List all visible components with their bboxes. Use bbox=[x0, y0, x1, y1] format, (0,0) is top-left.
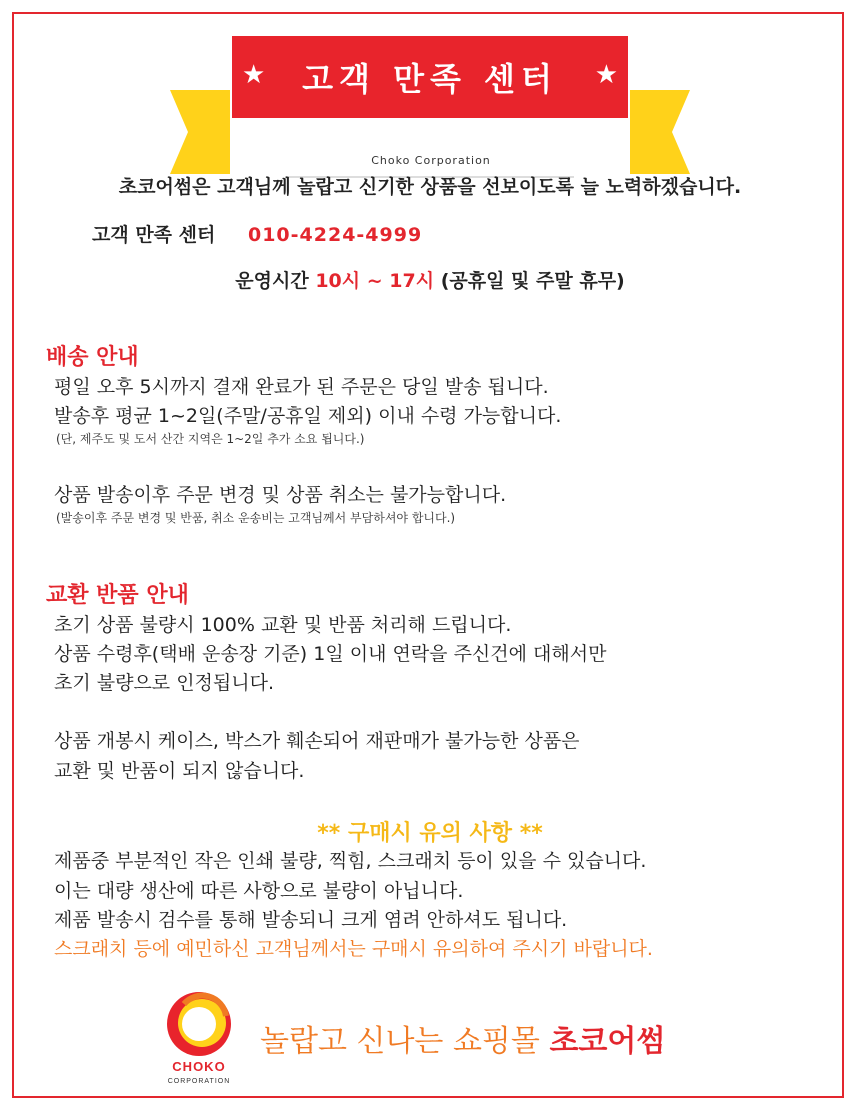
shipping-line: 발송후 평균 1~2일(주말/공휴일 제외) 이내 수령 가능합니다. bbox=[54, 405, 562, 427]
caution-line: 이는 대량 생산에 따른 사항으로 불량이 아닙니다. bbox=[54, 880, 464, 902]
banner-title: 고객 만족 센터 bbox=[302, 60, 558, 98]
exchange-line: 교환 및 반품이 되지 않습니다. bbox=[54, 760, 305, 782]
ribbon-subband bbox=[288, 118, 574, 176]
shipping-note: (발송이후 주문 변경 및 반품, 취소 운송비는 고객님께서 부담하셔야 합니다.) bbox=[56, 511, 456, 525]
exchange-line: 상품 수령후(택배 운송장 기준) 1일 이내 연락을 주신건에 대해서만 bbox=[54, 643, 607, 665]
exchange-line: 초기 불량으로 인정됩니다. bbox=[54, 672, 275, 694]
star-icon: ★ bbox=[594, 60, 618, 90]
caution-title: ** 구매시 유의 사항 ** bbox=[317, 821, 543, 846]
customer-center-line bbox=[92, 220, 422, 247]
shipping-note: (단, 제주도 및 도서 산간 지역은 1~2일 추가 소요 됩니다.) bbox=[56, 432, 365, 446]
phone-number: 010-4224-4999 bbox=[247, 224, 423, 246]
customer-center-label: 고객 만족 센터 bbox=[92, 224, 216, 246]
caution-line: 제품중 부분적인 작은 인쇄 불량, 찍힘, 스크래치 등이 있을 수 있습니다. bbox=[54, 850, 647, 872]
exchange-title: 교환 반품 안내 bbox=[46, 583, 189, 608]
exchange-line: 초기 상품 불량시 100% 교환 및 반품 처리해 드립니다. bbox=[54, 614, 512, 636]
caution-line: 제품 발송시 검수를 통해 발송되니 크게 염려 안하셔도 됩니다. bbox=[54, 909, 568, 931]
logo-ring-icon bbox=[156, 986, 242, 1086]
hours-suffix: (공휴일 및 주말 휴무) bbox=[440, 270, 625, 292]
choko-logo bbox=[156, 986, 242, 1086]
footer-slogan bbox=[260, 1016, 665, 1060]
hours-time: 10시 ~ 17시 bbox=[315, 270, 435, 292]
ribbon-right-tail bbox=[630, 90, 690, 174]
operating-hours bbox=[0, 266, 860, 293]
ribbon-left-tail bbox=[170, 90, 230, 174]
exchange-line: 상품 개봉시 케이스, 박스가 훼손되어 재판매가 불가능한 상품은 bbox=[54, 730, 580, 752]
brand-name: 초코어썸 bbox=[549, 1024, 666, 1059]
logo-subtext: CORPORATION bbox=[167, 1078, 231, 1085]
corporation-label: Choko Corporation bbox=[371, 154, 491, 167]
shipping-line: 평일 오후 5시까지 결재 완료가 된 주문은 당일 발송 됩니다. bbox=[54, 376, 549, 398]
caution-line-highlight: 스크래치 등에 예민하신 고객님께서는 구매시 유의하여 주시기 바랍니다. bbox=[54, 938, 653, 960]
logo-text: CHOKO bbox=[172, 1059, 226, 1074]
shipping-title: 배송 안내 bbox=[46, 345, 139, 370]
hours-prefix: 운영시간 bbox=[235, 270, 309, 292]
intro-text: 초코어썸은 고객님께 놀랍고 신기한 상품을 선보이도록 늘 노력하겠습니다. bbox=[118, 176, 742, 198]
title-banner bbox=[170, 30, 690, 167]
star-icon: ★ bbox=[242, 60, 266, 90]
slogan-text: 놀랍고 신나는 쇼핑몰 bbox=[260, 1024, 540, 1059]
shipping-line: 상품 발송이후 주문 변경 및 상품 취소는 불가능합니다. bbox=[54, 484, 507, 506]
